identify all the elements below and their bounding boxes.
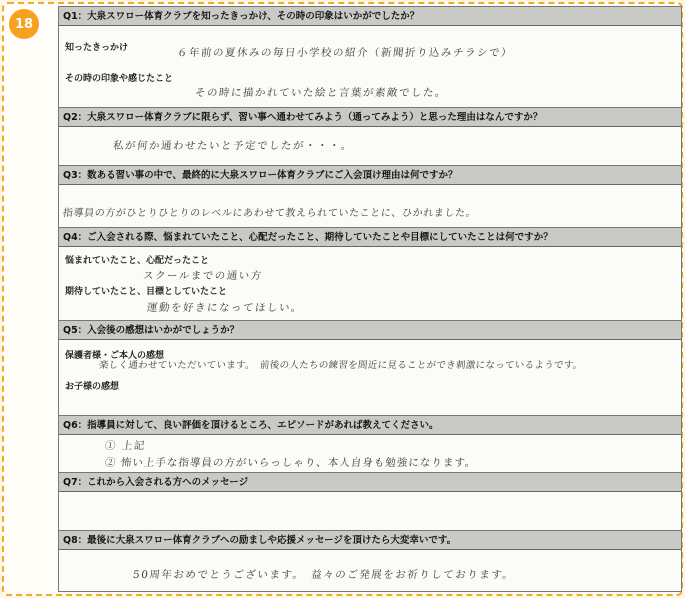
q7-section xyxy=(59,473,681,531)
q5-section xyxy=(59,321,681,416)
q8-section xyxy=(59,531,681,592)
q3-answer: 指導員の方がひとりひとりのレベルにあわせて教えられていたことに、ひかれました。 xyxy=(62,208,477,219)
q5-answer-parent: 楽しく通わせていただいています。 前後の人たちの練習を間近に見ることができ刺激になっているようです。 xyxy=(98,360,584,371)
q5-label-parent: 保護者様・ご本人の感想 xyxy=(65,351,165,361)
q1-question: Q1：大泉スワロー体育クラブを知ったきっかけ、その時の印象はいかがでしたか？ xyxy=(59,7,681,26)
q5-label-child: お子様の感想 xyxy=(65,382,120,392)
q2-answer: 私が何か通わせたいと予定でしたが・・・。 xyxy=(112,140,354,152)
q1-answer-trigger: ６年前の夏休みの毎日小学校の紹介（新聞折り込みチラシで） xyxy=(176,47,514,59)
q6-answer-1: ① 上記 xyxy=(104,440,147,452)
q4-label-worries: 悩まれていたこと、心配だったこと xyxy=(65,256,210,266)
q3-question: Q3：数ある習い事の中で、最終的に大泉スワロー体育クラブにご入会頂け理由は何ですか？ xyxy=(59,166,681,185)
q1-label-impression: その時の印象や感じたこと xyxy=(65,74,174,84)
q4-label-expectations: 期待していたこと、目標としていたこと xyxy=(65,287,228,297)
q4-answer-expectations: 運動を好きになってほしい。 xyxy=(146,302,304,314)
q5-question: Q5：入会後の感想はいかがでしょうか？ xyxy=(59,321,681,340)
q4-answer-worries: スクールまでの通い方 xyxy=(142,270,264,282)
q4-section xyxy=(59,228,681,321)
q1-label-trigger: 知ったきっかけ xyxy=(65,43,129,53)
q3-section xyxy=(59,166,681,228)
q8-question: Q8：最後に大泉スワロー体育クラブへの励ましや応援メッセージを頂けたら大変幸いです。 xyxy=(59,531,681,550)
q2-section xyxy=(59,108,681,166)
q2-question: Q2：大泉スワロー体育クラブに限らず、習い事へ通わせてみよう（通ってみよう）と思った理由はなんですか？ xyxy=(59,108,681,127)
q1-answer-impression: その時に描かれていた絵と言葉が素敵でした。 xyxy=(194,87,448,99)
q1-section xyxy=(59,7,681,108)
q6-question: Q6：指導員に対して、良い評価を頂けるところ、エピソードがあれば教えてください。 xyxy=(59,416,681,435)
q8-answer: 50周年おめでとうございます。 益々のご発展をお祈りしております。 xyxy=(132,569,516,581)
q6-section xyxy=(59,416,681,473)
q7-question: Q7：これから入会される方へのメッセージ xyxy=(59,473,681,492)
page-number-badge: 18 xyxy=(9,9,39,39)
questionnaire-sheet xyxy=(58,6,682,592)
q6-answer-2: ② 怖い上手な指導員の方がいらっしゃり、本人自身も勉強になります。 xyxy=(104,457,478,469)
q4-question: Q4：ご入会される際、悩まれていたこと、心配だったこと、期待していたことや目標にしていたことは何ですか？ xyxy=(59,228,681,247)
